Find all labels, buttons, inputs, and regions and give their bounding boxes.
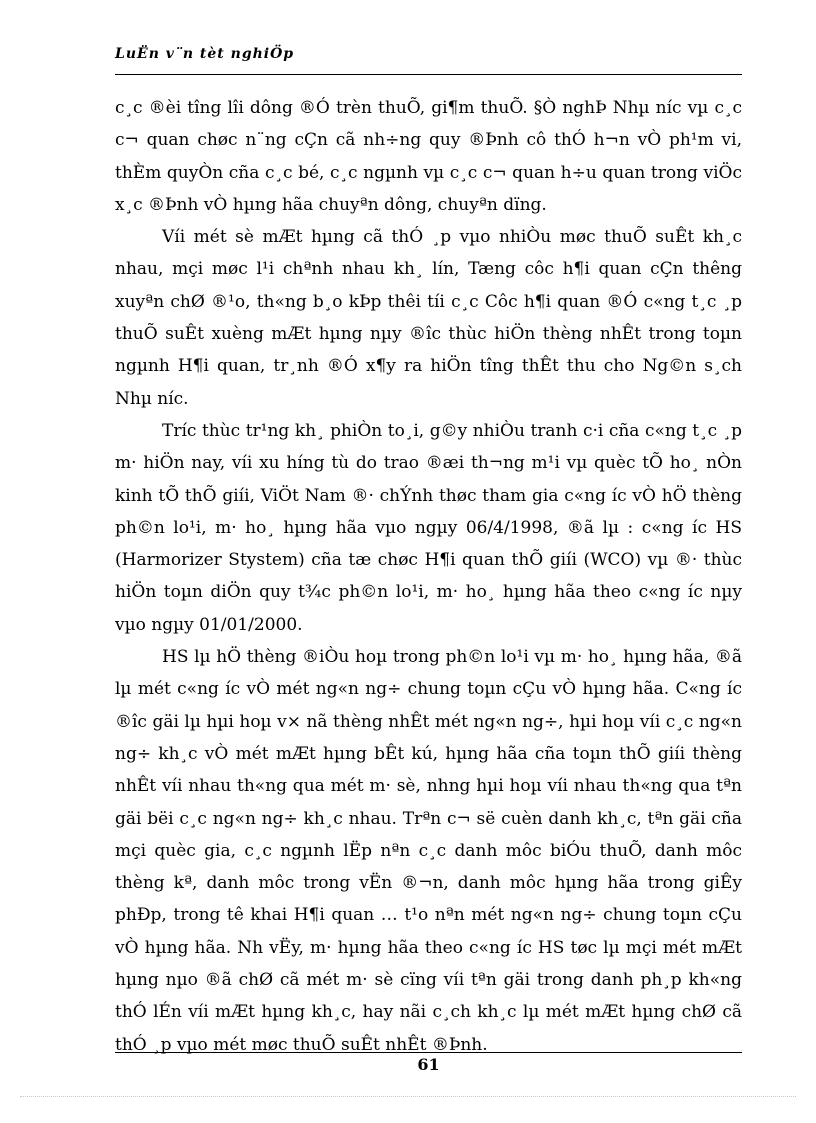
footer-rule [115,1052,742,1053]
paragraph-4: HS lµ hÖ thèng ®iÒu hoµ trong ph©n lo¹i vµ m· ho¸ hµng hãa, ®ã lµ mét c«ng íc vÒ mét ng«n ng÷ chung toµn cÇu vÒ hµng hãa. C«ng íc ®îc gäi lµ hµi hoµ v× nã thèng nhÊt mét ng«n ng÷, hµi hoµ víi c¸c ng«n ng÷ kh¸c vÒ mét mÆt hµng bÊt kú, hµng hãa cña toµn thÕ giíi thèng nhÊt víi nhau th«ng qua mét m· sè, nhng hµi hoµ víi nhau th«ng qua tªn gäi bëi c¸c ng«n ng÷ kh¸c nhau. Trªn c¬ së cuèn danh kh¸c, tªn gäi cña mçi quèc gia, c¸c ngµnh lËp nªn c¸c danh môc biÓu thuÕ, danh môc thèng kª, danh môc trong vËn ®¬n, danh môc hµng hãa trong giÊy phÐp, trong tê khai H¶i quan … t¹o nªn mét ng«n ng÷ chung toµn cÇu vÒ hµng hãa. Nh vËy, m· hµng hãa theo c«ng íc HS tøc lµ mçi mét mÆt hµng nµo ®ã chØ cã mét m· sè cïng víi tªn gäi trong danh ph¸p kh«ng thÓ lÉn víi mÆt hµng kh¸c, hay nãi c¸ch kh¸c lµ mét mÆt hµng chØ cã thÓ ¸p vµo mét møc thuÕ suÊt nhÊt ®Þnh. [115,647,742,1055]
body-text [115,92,742,1061]
page-bottom-dotted-line [20,1096,796,1097]
paragraph-2: Víi mét sè mÆt hµng cã thÓ ¸p vµo nhiÒu møc thuÕ suÊt kh¸c nhau, mçi møc l¹i chªnh nhau kh¸ lín, Tæng côc h¶i quan cÇn thêng xuyªn chØ ®¹o, th«ng b¸o kÞp thêi tíi c¸c Côc h¶i quan ®Ó c«ng t¸c ¸p thuÕ suÊt xuèng mÆt hµng nµy ®îc thùc hiÖn thèng nhÊt trong toµn ngµnh H¶i quan, tr¸nh ®Ó x¶y ra hiÖn tîng thÊt thu cho Ng©n s¸ch Nhµ níc. [115,227,742,409]
paragraph-1: c¸c ®èi tîng lîi dông ®Ó trèn thuÕ, gi¶m thuÕ. §Ò nghÞ Nhµ níc vµ c¸c c¬ quan chøc n¨ng cÇn cã nh÷ng quy ®Þnh cô thÓ h¬n vÒ ph¹m vi, thÈm quyÒn cña c¸c bé, c¸c ngµnh vµ c¸c c¬ quan h÷u quan trong viÖc x¸c ®Þnh vÒ hµng hãa chuyªn dông, chuyªn dïng. [115,98,742,215]
page-number: 61 [417,1055,440,1074]
paragraph-3: Tríc thùc tr¹ng kh¸ phiÒn to¸i, g©y nhiÒu tranh c·i cña c«ng t¸c ¸p m· hiÖn nay, víi xu híng tù do trao ®æi th¬ng m¹i vµ quèc tÕ ho¸ nÒn kinh tÕ thÕ giíi, ViÖt Nam ®· chÝnh thøc tham gia c«ng íc vÒ hÖ thèng ph©n lo¹i, m· ho¸ hµng hãa vµo ngµy 06/4/1998, ®ã lµ : c«ng íc HS (Harmorizer Stystem) cña tæ chøc H¶i quan thÕ giíi (WCO) vµ ®· thùc hiÖn toµn diÖn quy t¾c ph©n lo¹i, m· ho¸ hµng hãa theo c«ng íc nµy vµo ngµy 01/01/2000. [115,420,742,635]
header-rule [115,74,742,75]
running-header: LuËn v¨n tèt nghiÖp [115,46,295,62]
